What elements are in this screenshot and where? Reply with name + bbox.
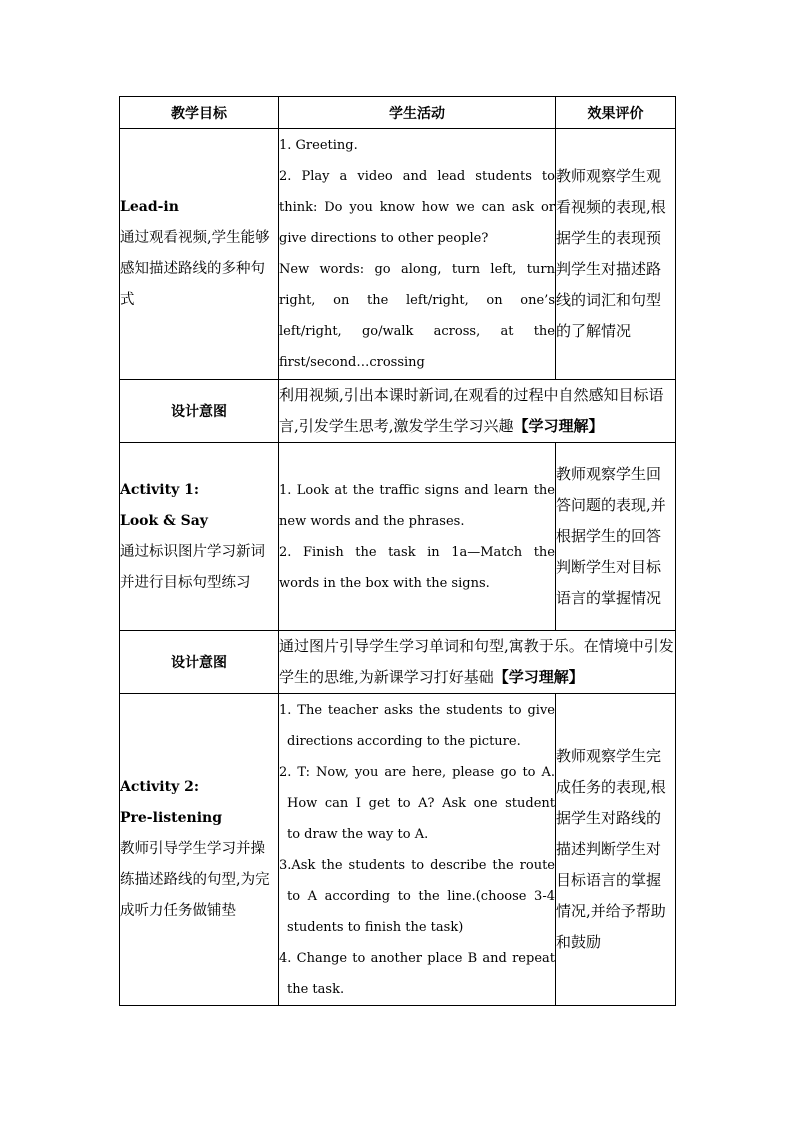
intent-text-2 xyxy=(279,631,676,694)
leadin-goal: 通过观看视频,学生能够感知描述路线的多种句式 xyxy=(120,230,270,308)
leadin-activity-line: first/second…crossing xyxy=(279,355,425,370)
leadin-activity-line: left/right, go/walk across, at the xyxy=(279,324,555,339)
activity2-goal: 教师引导学生学习并操练描述路线的句型,为完成听力任务做铺垫 xyxy=(120,841,270,919)
activity1-activity-line: new words and the phrases. xyxy=(279,513,465,529)
activity1-title: Activity 1: xyxy=(120,481,200,498)
activity2-title: Activity 2: xyxy=(120,779,200,795)
leadin-activity-line: 1. Greeting. xyxy=(279,138,358,153)
activity1-activity-line: 1. Look at the traffic signs and learn the xyxy=(279,482,555,498)
leadin-activity-cell xyxy=(279,129,556,380)
leadin-activity-line: think: Do you know how we can ask or xyxy=(279,200,555,215)
activity1-row xyxy=(120,443,676,631)
intent-label-1: 设计意图 xyxy=(120,380,279,443)
leadin-goal-cell xyxy=(120,129,279,380)
lesson-plan-table xyxy=(119,96,676,1006)
activity2-evaluation: 教师观察学生完成任务的表现,根据学生对路线的描述判断学生对目标语言的掌握情况,并给予帮助和鼓励 xyxy=(556,694,676,1006)
activity2-activity-line: 4. Change to another place B and repeat xyxy=(279,950,555,966)
activity2-activity-line: 2. T: Now, you are here, please go to A. xyxy=(279,764,555,780)
activity1-activity-line: words in the box with the signs. xyxy=(279,575,490,591)
header-row xyxy=(120,97,676,129)
leadin-activity-line: 2. Play a video and lead students to xyxy=(279,169,555,184)
activity2-row xyxy=(120,694,676,1006)
header-activity: 学生活动 xyxy=(279,97,556,129)
leadin-activity-line: right, on the left/right, on one’s xyxy=(279,293,555,308)
intent-label-2: 设计意图 xyxy=(120,631,279,694)
intent-text-1 xyxy=(279,380,676,443)
activity2-goal-cell xyxy=(120,694,279,1006)
leadin-title: Lead-in xyxy=(120,199,179,215)
leadin-activity-line: New words: go along, turn left, turn xyxy=(279,262,555,277)
header-evaluation: 效果评价 xyxy=(556,97,676,129)
activity2-activity-cell xyxy=(279,694,556,1006)
activity2-activity-line: students to finish the task) xyxy=(287,919,464,935)
activity2-subtitle: Pre-listening xyxy=(120,810,222,826)
activity1-activity-line: 2. Finish the task in 1a—Match the xyxy=(279,544,555,560)
activity1-activity-cell xyxy=(279,443,556,631)
activity1-subtitle: Look & Say xyxy=(120,512,208,529)
leadin-activity-line: give directions to other people? xyxy=(279,231,489,246)
activity1-goal-cell xyxy=(120,443,279,631)
leadin-evaluation: 教师观察学生观看视频的表现,根据学生的表现预判学生对描述路线的词汇和句型的了解情况 xyxy=(556,129,676,380)
intent-body-2: 通过图片引导学生学习单词和句型,寓教于乐。在情境中引发学生的思维,为新课学习打好基础 xyxy=(279,637,674,686)
intent-row-2 xyxy=(120,631,676,694)
intent-row-1 xyxy=(120,380,676,443)
intent-tag-1: 【学习理解】 xyxy=(513,417,604,435)
intent-tag-2: 【学习理解】 xyxy=(493,668,584,686)
leadin-row xyxy=(120,129,676,380)
activity2-activity-line: 1. The teacher asks the students to give xyxy=(279,702,555,718)
activity2-activity-line: How can I get to A? Ask one student xyxy=(287,795,555,811)
header-goal: 教学目标 xyxy=(120,97,279,129)
activity2-activity-line: the task. xyxy=(287,981,345,997)
activity2-activity-line: to A according to the line.(choose 3-4 xyxy=(287,888,555,904)
activity2-activity-line: directions according to the picture. xyxy=(287,733,521,749)
activity2-activity-line: 3.Ask the students to describe the route xyxy=(279,857,555,873)
activity2-activity-line: to draw the way to A. xyxy=(287,826,429,842)
activity1-goal: 通过标识图片学习新词并进行目标句型练习 xyxy=(120,543,265,591)
intent-body-1: 利用视频,引出本课时新词,在观看的过程中自然感知目标语言,引发学生思考,激发学生学习兴趣 xyxy=(279,386,664,435)
activity1-evaluation: 教师观察学生回答问题的表现,并根据学生的回答判断学生对目标语言的掌握情况 xyxy=(556,443,676,631)
